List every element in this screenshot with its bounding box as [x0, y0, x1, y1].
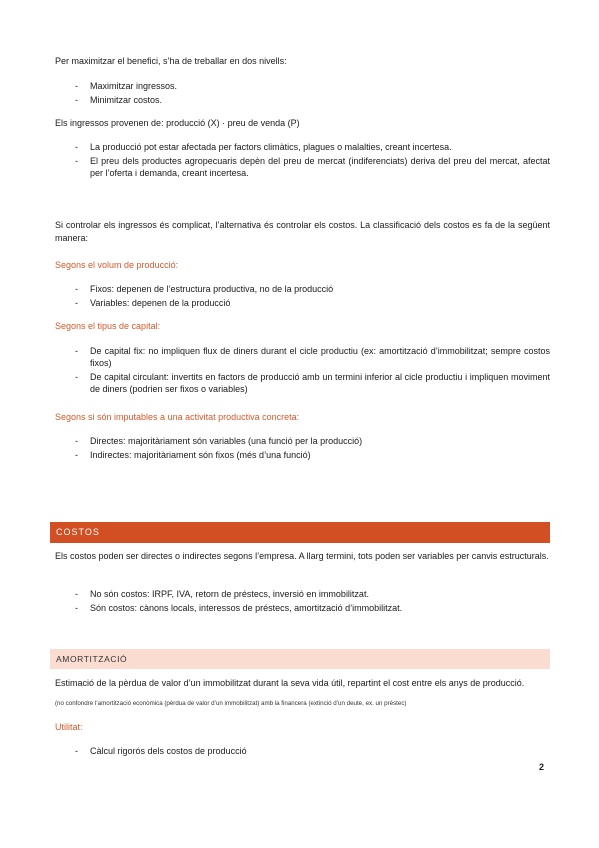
list-item: - No són costos: IRPF, IVA, retorn de préstecs, inversió en immobilitzat.	[75, 589, 369, 599]
heading-by-capital: Segons el tipus de capital:	[55, 321, 161, 331]
list-item: - Maximitzar ingressos.	[75, 81, 178, 91]
levels-list	[55, 80, 550, 108]
costos-section-header	[50, 522, 550, 543]
list-item: - La producció pot estar afectada per factors climàtics, plagues o malalties, creant incertesa.	[75, 142, 452, 152]
costos-paragraph: Els costos poden ser directes o indirectes segons l’empresa. A llarg termini, tots poden ser variables per canvis estructurals.	[55, 551, 549, 561]
amortitzacio-definition: Estimació de la pèrdua de valor d’un immobilitzat durant la seva vida útil, repartint el cost entre els anys de producció.	[55, 678, 525, 688]
income-list	[55, 141, 550, 181]
amortitzacio-title: AMORTITZACIÓ	[56, 654, 128, 664]
list-item: - Són costos: cànons locals, interessos de préstecs, amortització d’immobilitzat.	[75, 603, 403, 613]
by-volume-list	[55, 283, 550, 311]
heading-utilitat: Utilitat:	[55, 722, 83, 732]
intro-paragraph: Per maximitzar el benefici, s’ha de treballar en dos nivells:	[55, 56, 287, 66]
costos-title: COSTOS	[56, 527, 100, 537]
list-item: - El preu dels productes agropecuaris depèn del preu de mercat (indiferenciats) deriva del preu del mercat, afectat per l’oferta i demanda, creant incertesa.	[75, 156, 550, 178]
amortitzacio-note: (no confondre l’amortització econòmica (pèrdua de valor d’un immobilitzat) amb la financera (extinció d’un deute, ex. un préstec)	[55, 700, 407, 707]
income-definition: Els ingressos provenen de: producció (X) · preu de venda (P)	[55, 118, 300, 128]
list-item: - De capital fix: no impliquen flux de diners durant el cicle productiu (ex: amortització d’immobilitzat; sempre costos fixos)	[75, 346, 550, 368]
costos-list	[55, 588, 550, 616]
heading-by-activity: Segons si són imputables a una activitat productiva concreta:	[55, 412, 300, 422]
amortitzacio-section-header	[50, 649, 550, 669]
list-item: - Càlcul rigorós dels costos de producció	[75, 746, 247, 756]
costs-intro-paragraph: Si controlar els ingressos és complicat, l’alternativa és controlar els costos. La classificació dels costos es fa de la següent manera:	[55, 220, 550, 243]
utilitat-list	[55, 745, 550, 759]
list-item: - Fixos: depenen de l’estructura productiva, no de la producció	[75, 284, 334, 294]
by-capital-list	[55, 345, 550, 397]
list-item: - Minimitzar costos.	[75, 95, 163, 105]
page-number: 2	[539, 762, 545, 772]
list-item: - Directes: majoritàriament són variables (una funció per la producció)	[75, 436, 363, 446]
by-activity-list	[55, 435, 550, 463]
heading-by-volume: Segons el volum de producció:	[55, 260, 179, 270]
list-item: - De capital circulant: invertits en factors de producció amb un termini inferior al cicle productiu i impliquen moviment de diners (podrien ser fixos o variables)	[75, 372, 550, 394]
list-item: - Indirectes: majoritàriament són fixos (més d’una funció)	[75, 450, 311, 460]
list-item: - Variables: depenen de la producció	[75, 298, 231, 308]
